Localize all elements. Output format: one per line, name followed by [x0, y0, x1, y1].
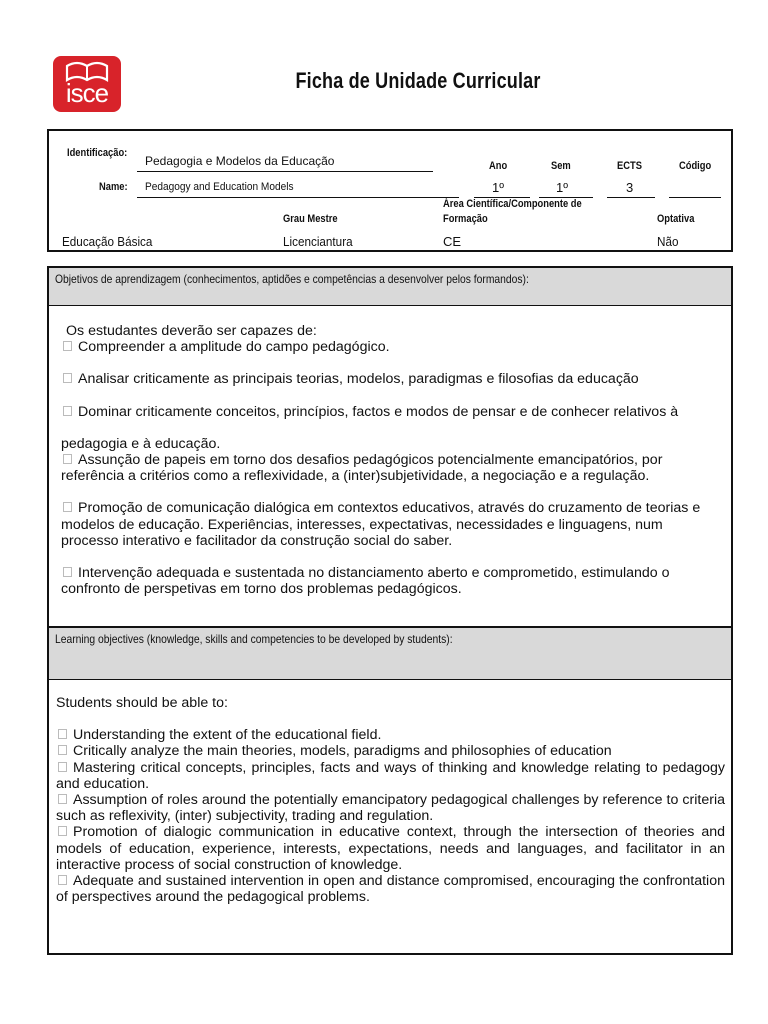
- list-item: Analisar criticamente as principais teorias, modelos, paradigmas e filosofias da educação: [61, 371, 723, 387]
- name-label: Name:: [99, 181, 128, 193]
- grau-value: Licenciantura: [283, 234, 353, 249]
- curso-value: Educação Básica: [62, 234, 153, 249]
- objectives-pt-body: [61, 323, 723, 597]
- objectives-en-intro: Students should be able to:: [56, 695, 228, 711]
- bullet-box-icon: [63, 406, 72, 416]
- list-item: Dominar criticamente conceitos, princípios, factos e modos de pensar e de conhecer relativos à: [61, 404, 723, 420]
- list-item: Understanding the extent of the educational field.: [56, 727, 725, 743]
- bullet-box-icon: [63, 502, 72, 512]
- bullet-box-icon: [58, 745, 67, 755]
- bullet-box-icon: [58, 826, 67, 836]
- list-item: Compreender a amplitude do campo pedagógico.: [61, 339, 723, 355]
- grau-header: Grau Mestre: [283, 213, 338, 225]
- bullet-box-icon: [63, 454, 72, 464]
- bullet-box-icon: [63, 373, 72, 383]
- ects-value: 3: [626, 180, 634, 195]
- bullet-box-icon: [58, 729, 67, 739]
- codigo-underline: [669, 197, 721, 198]
- row-underline: [49, 251, 731, 252]
- objectives-en-header-text: Learning objectives (knowledge, skills and competencies to be developed by students):: [55, 632, 453, 646]
- bullet-box-icon: [58, 762, 67, 772]
- name-pt-underline: [137, 171, 433, 172]
- list-item: Critically analyze the main theories, models, paradigms and philosophies of education: [56, 743, 725, 759]
- ects-underline: [607, 197, 655, 198]
- ects-header: ECTS: [617, 160, 642, 172]
- objectives-pt-header-text: Objetivos de aprendizagem (conhecimentos, aptidões e competências a desenvolver pelos formandos):: [55, 272, 529, 286]
- list-item: Assumption of roles around the potentially emancipatory pedagogical challenges by reference to criteria such as reflexivity, (inter) subjectivity, trading and regulation.: [56, 792, 725, 825]
- objectives-en-body: [56, 695, 725, 905]
- list-item: Adequate and sustained intervention in open and distance compromised, encouraging the confrontation of perspectives around the pedagogical problems.: [56, 873, 725, 906]
- objectives-en-header: [49, 628, 731, 680]
- ano-value: 1º: [492, 180, 504, 195]
- sem-value: 1º: [556, 180, 568, 195]
- list-item: Assunção de papeis em torno dos desafios pedagógicos potencialmente emancipatórios, por referência a critérios como a reflexividade, a (inter)subjetividade, a negociação e a regulação.: [61, 452, 663, 485]
- logo-text: isce: [65, 78, 109, 108]
- list-item: Promoção de comunicação dialógica em contextos educativos, através do cruzamento de teorias e modelos de educação. Experiências, interesses, expectativas, necessidades e linguagens, num processo interativo e facilitador da construção social do saber.: [61, 500, 701, 549]
- codigo-header: Código: [679, 160, 712, 172]
- bullet-box-icon: [63, 341, 72, 351]
- course-name-en: Pedagogy and Education Models: [145, 181, 294, 193]
- list-item-continuation: pedagogia e à educação.: [61, 435, 221, 452]
- objectives-pt-header: [49, 268, 731, 306]
- sem-header: Sem: [551, 160, 571, 172]
- objectives-pt-section: [47, 266, 733, 628]
- list-item: Mastering critical concepts, principles, facts and ways of thinking and knowledge relating to pedagogy and education.: [56, 759, 725, 792]
- identification-label: Identificação:: [67, 147, 128, 159]
- area-value: CE: [443, 234, 462, 249]
- area-header-line1: Área Científica/Componente de: [443, 198, 582, 210]
- bullet-box-icon: [63, 567, 72, 577]
- list-item: Promotion of dialogic communication in educative context, through the intersection of theories and models of education, experience, interests, expectations, needs and languages, and facilitator in an interactive process of social construction of knowledge.: [56, 824, 725, 873]
- objectives-en-section: [47, 626, 733, 955]
- area-header-line2: Formação: [443, 213, 488, 225]
- page-title: Ficha de Unidade Curricular: [295, 68, 541, 93]
- bullet-box-icon: [58, 794, 67, 804]
- course-name-pt: Pedagogia e Modelos da Educação: [145, 154, 335, 168]
- ano-header: Ano: [489, 160, 508, 172]
- name-en-underline: [137, 197, 459, 198]
- identification-table: [47, 129, 733, 252]
- optativa-header: Optativa: [657, 213, 695, 225]
- bullet-box-icon: [58, 875, 67, 885]
- optativa-value: Não: [657, 234, 679, 249]
- objectives-pt-intro: Os estudantes deverão ser capazes de:: [66, 323, 317, 339]
- list-item: Intervenção adequada e sustentada no distanciamento aberto e comprometido, estimulando o confronto de perspetivas em torno dos problemas pedagógicos.: [61, 565, 670, 598]
